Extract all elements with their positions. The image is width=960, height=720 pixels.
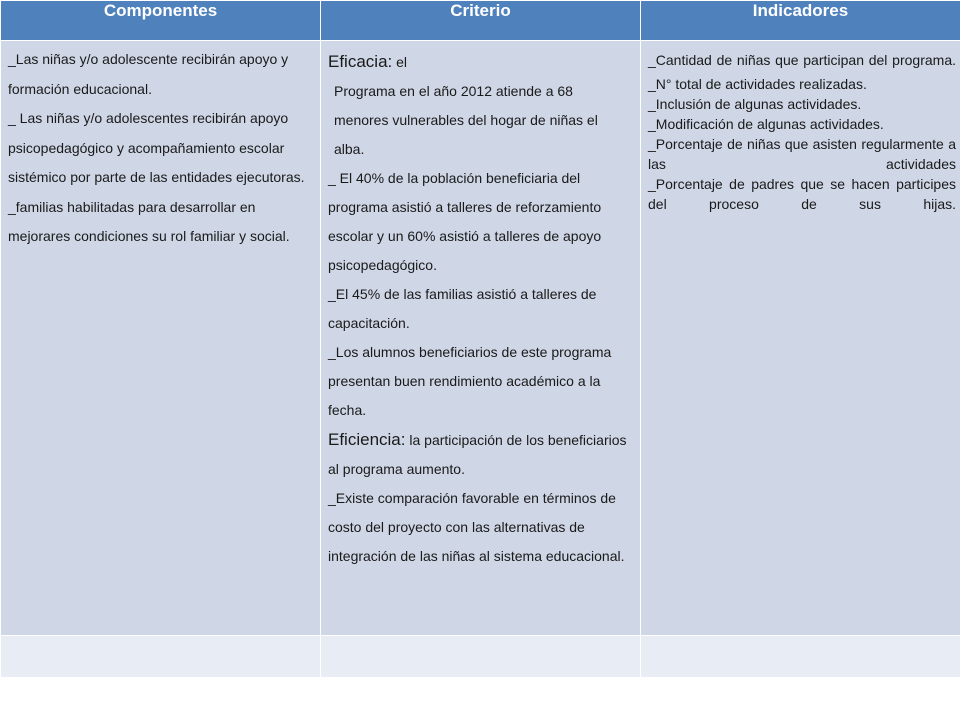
indicador-item: _N° total de actividades realizadas. xyxy=(648,76,867,92)
indicador-item: _Inclusión de algunas actividades. xyxy=(648,96,862,112)
criterio-item: Programa en el año 2012 atiende a 68 menores vulnerables del hogar de niñas el alba. xyxy=(334,83,598,157)
empty-cell xyxy=(1,636,321,678)
header-indicadores: Indicadores xyxy=(641,1,960,41)
criterio-cell xyxy=(321,41,641,636)
eficacia-label: Eficacia: xyxy=(328,52,393,71)
eficiencia-label: Eficiencia: xyxy=(328,430,406,449)
empty-row xyxy=(1,636,960,678)
eficacia-lead: el xyxy=(392,54,408,70)
header-criterio: Criterio xyxy=(321,1,641,41)
indicadores-cell xyxy=(641,41,960,636)
componente-item: _Las niñas y/o adolescente recibirán apoyo y formación educacional. xyxy=(8,51,289,97)
eficiencia-heading xyxy=(328,425,630,484)
indicador-item: _Porcentaje de padres que se hacen participes del proceso de sus hijas. xyxy=(648,176,956,212)
criterio-item: _El 45% de las familias asistió a talleres de capacitación. xyxy=(328,286,597,331)
table-header xyxy=(1,1,960,41)
criterio-item: _Los alumnos beneficiarios de este programa presentan buen rendimiento académico a la fecha. xyxy=(328,344,612,418)
componente-item: _ Las niñas y/o adolescentes recibirán apoyo psicopedagógico y acompañamiento escolar sistémico por parte de las entidades ejecutoras. xyxy=(8,110,305,185)
componentes-cell xyxy=(1,41,321,636)
eficiencia-lead: la participación de los beneficiarios al programa aumento. xyxy=(328,432,627,477)
indicadores-text xyxy=(641,41,960,214)
componente-item: _familias habilitadas para desarrollar en mejorares condiciones su rol familiar y social. xyxy=(8,198,290,244)
indicador-item: _Porcentaje de niñas que asisten regularmente a las actividades xyxy=(648,136,956,172)
table-row xyxy=(1,41,960,636)
criterio-item: _Existe comparación favorable en términos de costo del proyecto con las alternativas de integración de las niñas al sistema educacional. xyxy=(328,490,625,564)
indicador-item: _Cantidad de niñas que participan del programa. xyxy=(648,52,956,68)
header-row xyxy=(1,1,960,41)
criterio-item: _ El 40% de la población beneficiaria del programa asistió a talleres de reforzamiento escolar y un 60% asistió a talleres de apoyo psicopedagógico. xyxy=(328,170,602,273)
empty-cell xyxy=(641,636,960,678)
eficacia-heading xyxy=(328,47,630,77)
empty-cell xyxy=(321,636,641,678)
indicador-item: _Modificación de algunas actividades. xyxy=(648,116,884,132)
componentes-text xyxy=(1,41,320,252)
header-componentes: Componentes xyxy=(1,1,321,41)
criterio-text xyxy=(321,41,640,571)
